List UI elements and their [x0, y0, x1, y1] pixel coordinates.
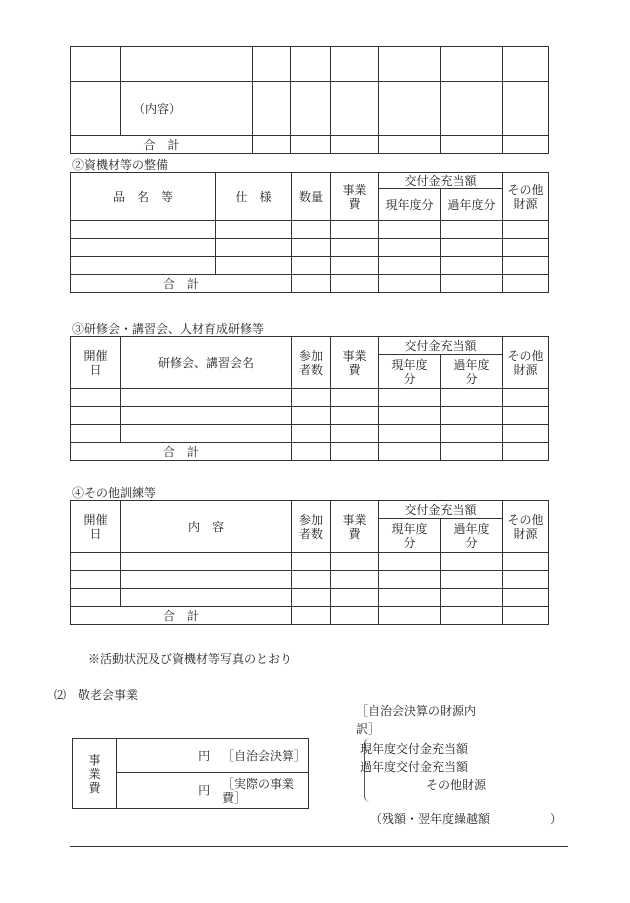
col-date: 開催日 [71, 337, 121, 389]
prev-grant: 過年度交付金充当額 [360, 760, 469, 774]
sec4-table [70, 500, 549, 625]
row1-note: ［自治会決算］ [222, 748, 307, 763]
col-prev: 過年度分 [441, 355, 503, 389]
yen-1: 円 [198, 748, 211, 763]
sec3-total: 合 計 [71, 443, 292, 461]
bottom-rule [70, 846, 568, 847]
col-date: 開催日 [71, 501, 121, 553]
col-name: 品 名 等 [71, 173, 216, 221]
col-other: その他財源 [503, 173, 549, 221]
col-cur: 現年度分 [379, 519, 441, 553]
col-prev: 過年度分 [441, 519, 503, 553]
sec4-title: ④その他訓練等 [72, 486, 157, 500]
cur-grant: 現年度交付金充当額 [360, 742, 469, 756]
total-label: 合 計 [71, 136, 253, 154]
sec4-total: 合 計 [71, 607, 292, 625]
other-source: その他財源 [425, 778, 486, 792]
col-cur: 現年度分 [379, 189, 441, 221]
col-grant: 交付金充当額 [379, 337, 503, 355]
col-cost: 事業費 [331, 337, 379, 389]
keirou-title: ⑵ 敬老会事業 [54, 688, 139, 702]
col-prev: 過年度分 [441, 189, 503, 221]
photo-note: ※活動状況及び資機材等写真のとおり [88, 652, 293, 666]
col-grant: 交付金充当額 [379, 173, 503, 189]
col-qty: 数量 [292, 173, 331, 221]
cost-label: 事 業 費 [73, 739, 117, 809]
col-participants: 参加者数 [292, 337, 331, 389]
col-cur: 現年度分 [379, 355, 441, 389]
col-grant: 交付金充当額 [379, 501, 503, 519]
sec2-table [70, 172, 549, 293]
remainder: （残額・翌年度繰越額 ） [370, 812, 563, 826]
col-training-name: 研修会、講習会名 [121, 337, 292, 389]
top-table [70, 46, 549, 154]
yen-2: 円 [198, 783, 211, 797]
content-label: （内容） [121, 82, 253, 136]
row2-note: ［実際の事業費］ [222, 776, 295, 805]
sec2-total: 合 計 [71, 275, 292, 293]
col-cost: 事業費 [331, 501, 379, 553]
keirou-cost-table [72, 738, 309, 809]
sec2-title: ②資機材等の整備 [72, 158, 169, 172]
breakdown-title: ［自治会決算の財源内訳］ [356, 704, 477, 736]
col-other: その他財源 [503, 501, 549, 553]
col-cost: 事業費 [331, 173, 379, 221]
sec3-table [70, 336, 549, 461]
col-content: 内 容 [121, 501, 292, 553]
sec3-title: ③研修会・講習会、人材育成研修等 [72, 322, 265, 336]
col-spec: 仕 様 [216, 173, 292, 221]
col-participants: 参加者数 [292, 501, 331, 553]
col-other: その他財源 [503, 337, 549, 389]
